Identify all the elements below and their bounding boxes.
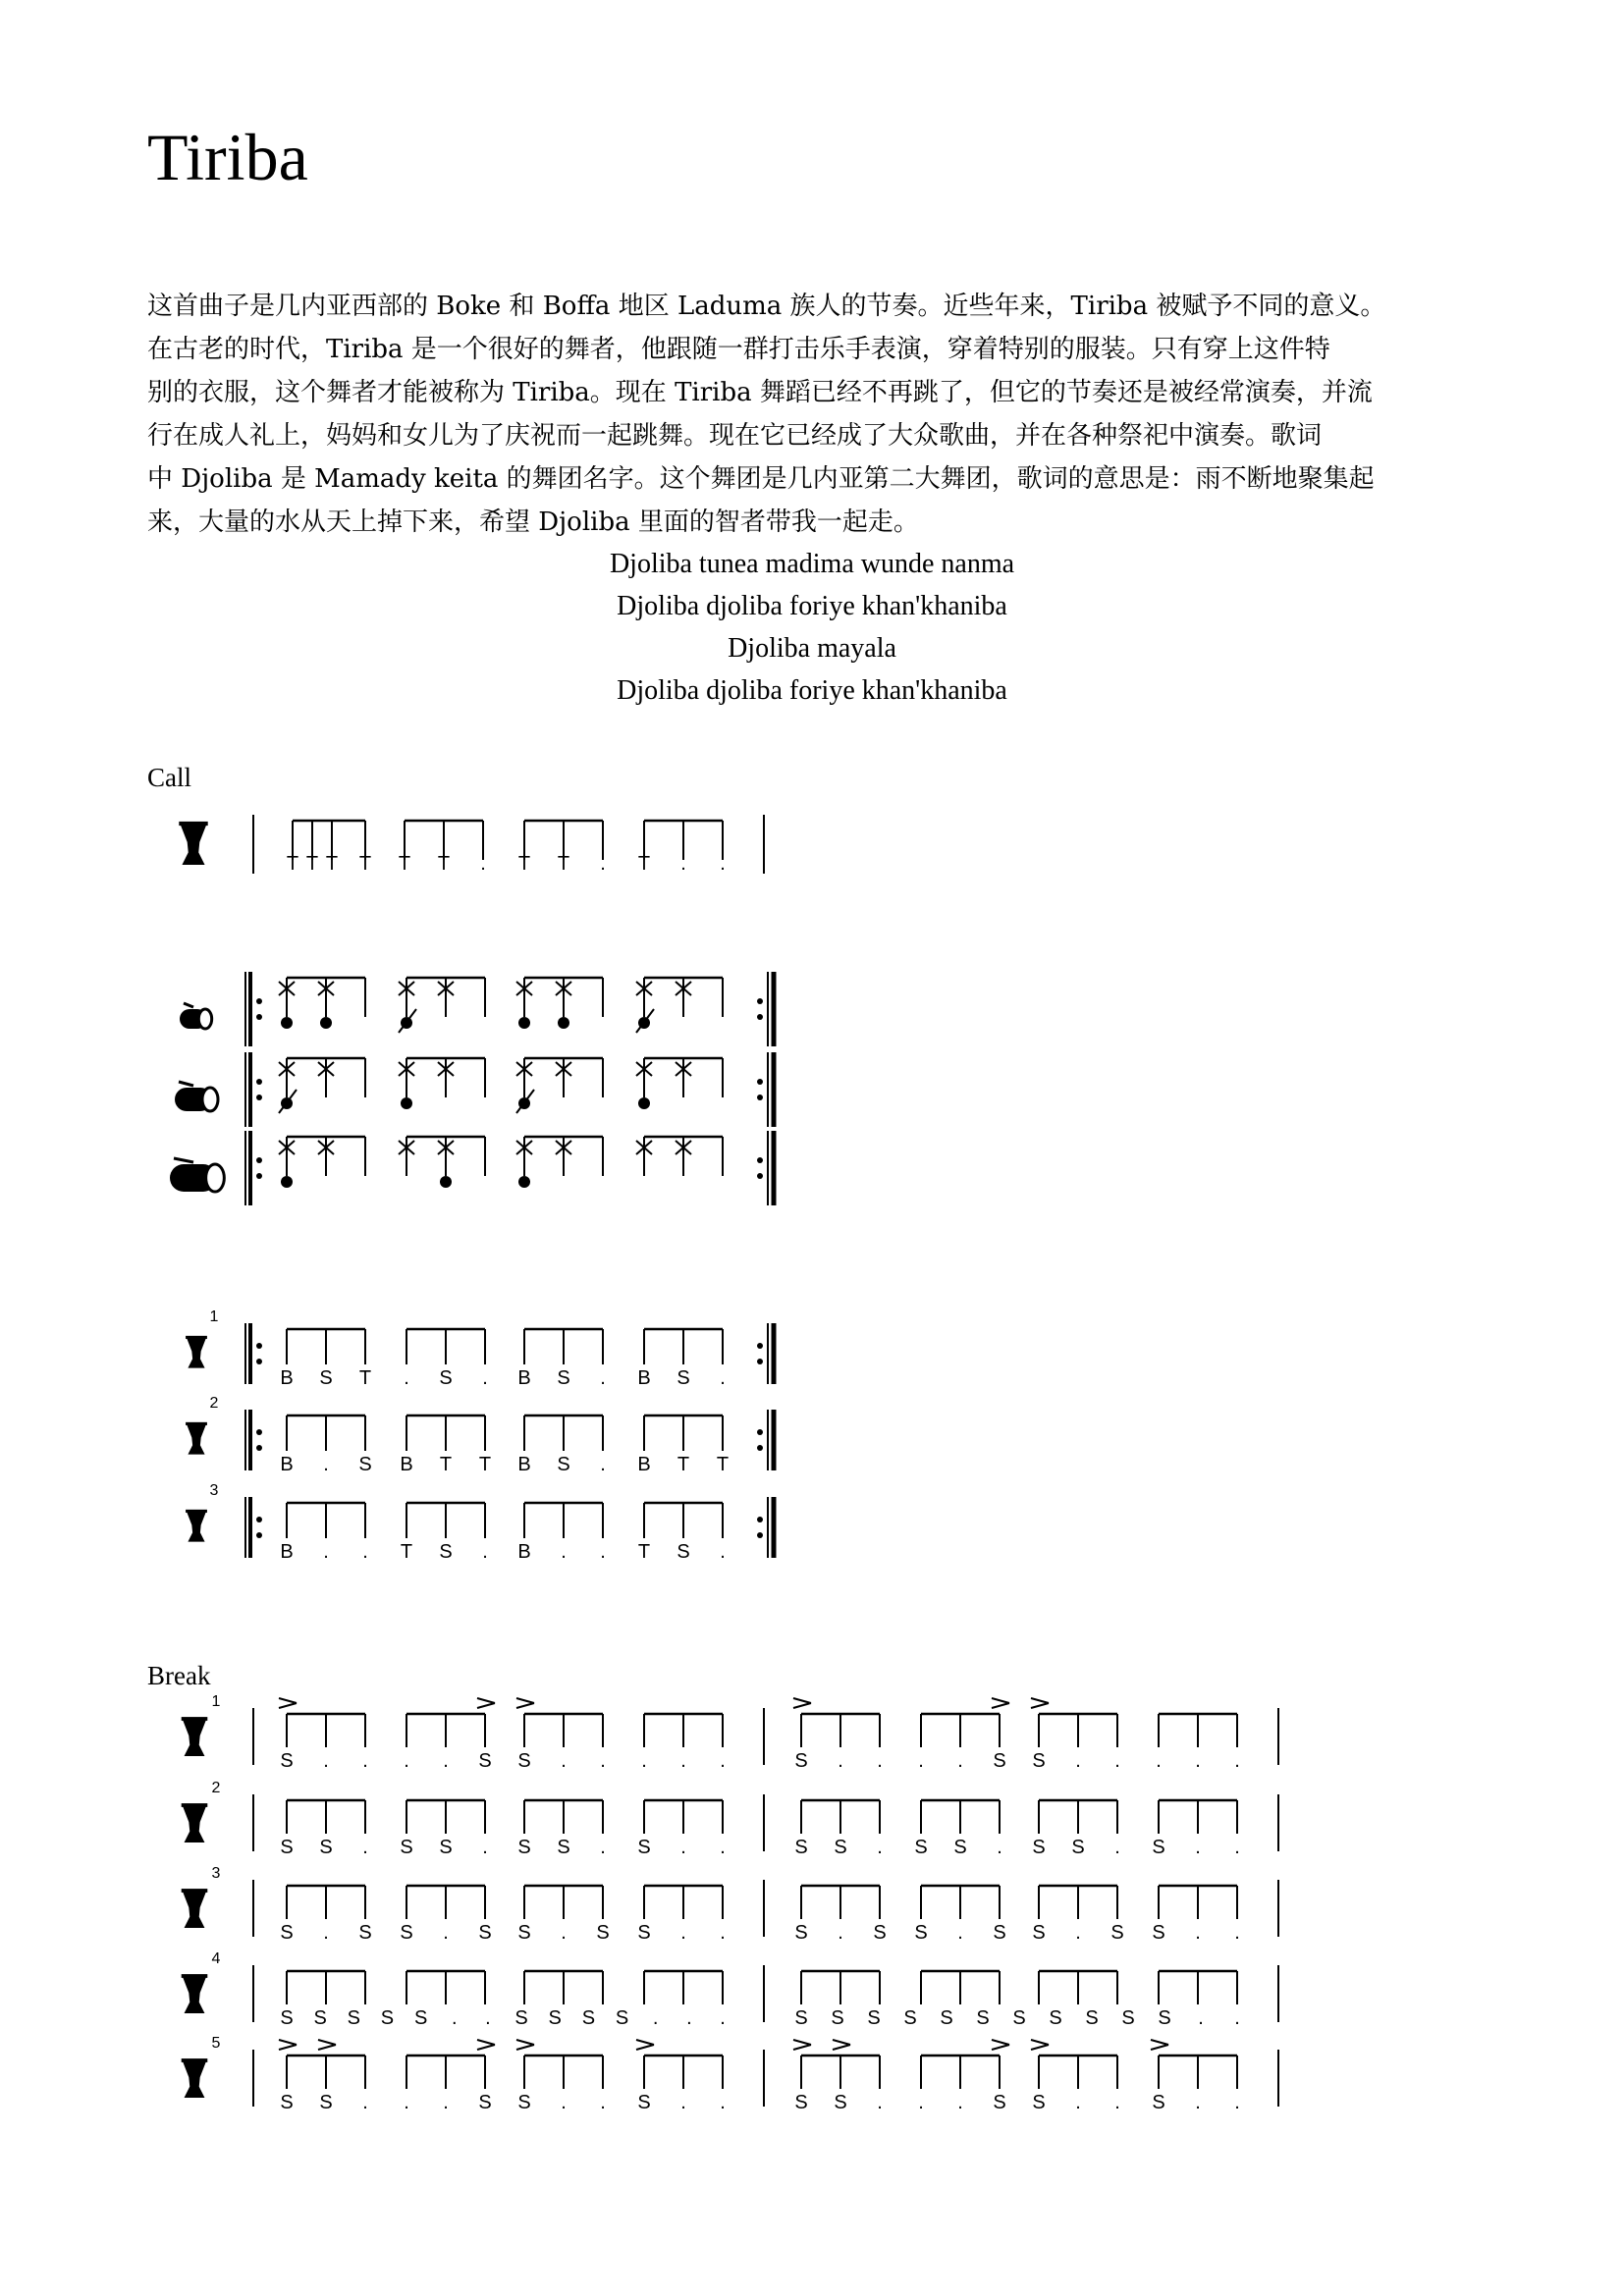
note-label: . (485, 2007, 491, 2029)
note-label: . (1114, 1750, 1120, 1772)
note-label: . (443, 1922, 449, 1944)
repeat-dot (757, 998, 763, 1004)
note-label: S (1152, 1837, 1165, 1858)
djembe-icon (183, 1891, 207, 1928)
accent-mark (477, 1703, 495, 1708)
open-stroke (558, 1017, 569, 1029)
note-label: S (280, 1837, 294, 1858)
note-label: . (482, 1541, 488, 1563)
accent-mark (833, 2040, 850, 2045)
note-label: T (637, 853, 651, 875)
accent-mark (279, 1703, 297, 1708)
note-label: S (1032, 1922, 1046, 1944)
accent-mark (516, 2045, 534, 2050)
accent-mark (1151, 2040, 1168, 2045)
note-label: B (637, 1454, 651, 1475)
repeat-dot (757, 1359, 763, 1364)
note-label: S (834, 2092, 847, 2113)
note-label: . (1234, 2007, 1240, 2029)
accent-mark (992, 1703, 1009, 1708)
note-label: T (716, 1454, 730, 1475)
part-number: 2 (209, 1395, 219, 1412)
note-label: . (918, 1750, 924, 1772)
intro-line: 中 Djoliba 是 Mamady keita 的舞团名字。这个舞团是几内亚第二大舞团，歌词的意思是：雨不断地聚集起 (147, 464, 1375, 494)
note-label: . (641, 1750, 647, 1772)
note-label: B (400, 1454, 413, 1475)
accent-mark (636, 2045, 654, 2050)
lyrics-line: Djoliba djoliba foriye khan'khaniba (617, 591, 1007, 621)
note-label: . (720, 1541, 726, 1563)
note-label: S (637, 2092, 651, 2113)
note-label: S (677, 1367, 690, 1389)
note-label: . (323, 1922, 329, 1944)
part-number: 3 (211, 1865, 221, 1882)
accent-mark (318, 2040, 336, 2045)
accent-mark (793, 2045, 811, 2050)
open-stroke (440, 1176, 452, 1188)
accent-mark (1151, 2045, 1168, 2050)
open-stroke (401, 1097, 412, 1109)
note-label: . (686, 2007, 692, 2029)
note-label: . (561, 1922, 567, 1944)
repeat-dot (256, 1014, 262, 1020)
note-label: S (940, 2007, 953, 2029)
part-number: 4 (211, 1950, 221, 1967)
intro-line: 别的衣服，这个舞者才能被称为 Tiriba。现在 Tiriba 舞蹈已经不再跳了，但它的节奏还是被经常演奏，并流 (147, 378, 1373, 407)
note-label: . (1234, 1922, 1240, 1944)
note-label: S (478, 1922, 492, 1944)
note-label: . (720, 1750, 726, 1772)
note-label: . (482, 1837, 488, 1858)
sangban-icon (179, 1082, 193, 1086)
note-label: T (286, 853, 299, 875)
note-label: T (637, 1541, 651, 1563)
part-number: 2 (211, 1780, 221, 1796)
note-label: S (903, 2007, 917, 2029)
kenkeni-icon (198, 1009, 211, 1029)
note-label: S (400, 1922, 413, 1944)
djembe-icon (187, 1511, 206, 1541)
note-label: S (637, 1922, 651, 1944)
note-label: S (834, 1837, 847, 1858)
note-label: . (720, 1367, 726, 1389)
note-label: . (997, 1837, 1002, 1858)
note-label: . (680, 1922, 686, 1944)
note-label: S (1032, 1837, 1046, 1858)
note-label: S (478, 1750, 492, 1772)
note-label: . (652, 2007, 659, 2029)
note-label: S (557, 1837, 570, 1858)
intro-line: 来，大量的水从天上掉下来，希望 Djoliba 里面的智者带我一起走。 (147, 507, 919, 537)
repeat-dot (757, 1445, 763, 1451)
note-label: S (794, 1750, 808, 1772)
note-label: . (600, 2092, 606, 2113)
note-label: T (557, 853, 570, 875)
note-label: . (1075, 1922, 1081, 1944)
note-label: S (358, 1922, 372, 1944)
accent-mark (992, 2040, 1009, 2045)
note-label: S (380, 2007, 395, 2029)
repeat-dot (757, 1173, 763, 1179)
intro-line: 这首曲子是几内亚西部的 Boke 和 Boffa 地区 Laduma 族人的节奏。近些年来，Tiriba 被赋予不同的意义。 (147, 292, 1386, 321)
repeat-dot (757, 1014, 763, 1020)
accent-mark (1031, 2040, 1049, 2045)
note-label: S (1121, 2007, 1135, 2029)
note-label: S (794, 2092, 808, 2113)
repeat-dot (757, 1079, 763, 1085)
note-label: S (596, 1922, 610, 1944)
note-label: . (1234, 2092, 1240, 2113)
note-label: . (680, 1837, 686, 1858)
note-label: S (867, 2007, 881, 2029)
note-label: . (561, 1750, 567, 1772)
note-label: . (443, 2092, 449, 2113)
repeat-dot (256, 998, 262, 1004)
note-label: S (1152, 2092, 1165, 2113)
note-label: S (1032, 1750, 1046, 1772)
note-label: . (1075, 2092, 1081, 2113)
note-label: . (720, 2007, 726, 2029)
djembe-icon (182, 1803, 208, 1807)
repeat-dot (757, 1429, 763, 1435)
note-label: S (615, 2007, 629, 2029)
page-title: Tiriba (147, 120, 308, 194)
accent-mark (992, 1698, 1009, 1703)
note-label: S (478, 2092, 492, 2113)
open-stroke (320, 1017, 332, 1029)
repeat-dot (256, 1517, 262, 1522)
note-label: S (358, 1454, 372, 1475)
note-label: . (680, 2092, 686, 2113)
note-label: . (362, 2092, 368, 2113)
repeat-dot (757, 1532, 763, 1538)
lyrics-line: Djoliba tunea madima wunde nanma (609, 549, 1015, 579)
note-label: . (720, 1837, 726, 1858)
note-label: . (482, 1367, 488, 1389)
note-label: S (557, 1367, 570, 1389)
note-label: T (437, 853, 451, 875)
djembe-icon (187, 1423, 206, 1454)
note-label: S (413, 2007, 428, 2029)
djembe-icon (187, 1337, 206, 1367)
accent-mark (516, 2040, 534, 2045)
repeat-dot (256, 1095, 262, 1100)
note-label: S (400, 1837, 413, 1858)
accent-mark (1031, 2045, 1049, 2050)
note-label: S (976, 2007, 990, 2029)
repeat-dot (256, 1532, 262, 1538)
djembe-icon (183, 1805, 207, 1842)
djembe-icon (186, 1336, 207, 1339)
djembe-icon (182, 2058, 208, 2062)
note-label: B (280, 1367, 294, 1389)
accent-mark (477, 2040, 495, 2045)
note-label: S (993, 1922, 1006, 1944)
note-label: S (831, 2007, 844, 2029)
open-stroke (281, 1017, 293, 1029)
note-label: . (1195, 1922, 1201, 1944)
note-label: S (439, 1837, 453, 1858)
note-label: S (517, 1750, 531, 1772)
note-label: S (439, 1367, 453, 1389)
note-label: . (877, 1837, 883, 1858)
note-label: . (1114, 2092, 1120, 2113)
repeat-dot (757, 1343, 763, 1349)
note-label: . (1195, 2092, 1201, 2113)
part-number: 1 (211, 1693, 221, 1710)
note-label: . (680, 853, 686, 875)
kenkeni-icon (184, 1003, 193, 1007)
note-label: S (993, 2092, 1006, 2113)
note-label: S (677, 1541, 690, 1563)
note-label: B (280, 1541, 294, 1563)
note-label: . (600, 1454, 606, 1475)
djembe-icon (183, 1976, 207, 2013)
note-label: . (1075, 1750, 1081, 1772)
note-label: . (1195, 1750, 1201, 1772)
lyrics-line: Djoliba djoliba foriye khan'khaniba (617, 675, 1007, 706)
note-label: . (1198, 2007, 1204, 2029)
note-label: B (517, 1541, 531, 1563)
repeat-dot (256, 1173, 262, 1179)
intro-line: 行在成人礼上，妈妈和女儿为了庆祝而一起跳舞。现在它已经成了大众歌曲，并在各种祭祀中演奏。歌词 (147, 421, 1323, 451)
accent-mark (279, 2040, 297, 2045)
note-label: . (323, 1454, 329, 1475)
note-label: S (517, 1922, 531, 1944)
note-label: S (280, 2007, 294, 2029)
note-label: . (404, 1750, 409, 1772)
note-label: . (1234, 1837, 1240, 1858)
note-label: S (517, 2092, 531, 2113)
note-label: S (280, 2092, 294, 2113)
part-number: 1 (209, 1308, 219, 1325)
open-stroke (638, 1097, 650, 1109)
note-label: T (358, 1367, 372, 1389)
accent-mark (279, 1698, 297, 1703)
accent-mark (1031, 1703, 1049, 1708)
note-label: . (1195, 1837, 1201, 1858)
accent-mark (833, 2045, 850, 2050)
note-label: S (319, 1837, 333, 1858)
note-label: B (637, 1367, 651, 1389)
note-label: . (480, 853, 486, 875)
part-number: 3 (209, 1482, 219, 1499)
note-label: . (720, 1922, 726, 1944)
djembe-icon (179, 822, 207, 826)
open-stroke (518, 1017, 530, 1029)
intro-line: 在古老的时代，Tiriba 是一个很好的舞者，他跟随一群打击乐手表演，穿着特别的服装。只有穿上这件特 (147, 335, 1330, 364)
note-label: . (838, 1922, 843, 1944)
note-label: . (1234, 1750, 1240, 1772)
lyrics-line: Djoliba mayala (728, 633, 896, 664)
note-label: T (677, 1454, 690, 1475)
note-label: B (517, 1367, 531, 1389)
note-label: S (953, 1837, 967, 1858)
repeat-dot (757, 1517, 763, 1522)
djembe-icon (182, 1974, 208, 1978)
note-label: T (400, 1541, 413, 1563)
djembe-icon (183, 2060, 207, 2098)
repeat-dot (757, 1095, 763, 1100)
note-label: S (1085, 2007, 1099, 2029)
note-label: T (398, 853, 411, 875)
note-label: S (914, 1837, 928, 1858)
accent-mark (992, 2045, 1009, 2050)
note-label: . (877, 2092, 883, 2113)
note-label: . (838, 1750, 843, 1772)
note-label: S (914, 1922, 928, 1944)
note-label: . (362, 1750, 368, 1772)
repeat-dot (256, 1445, 262, 1451)
djembe-icon (180, 824, 206, 865)
accent-mark (477, 1698, 495, 1703)
note-label: . (323, 1750, 329, 1772)
note-label: S (514, 2007, 528, 2029)
note-label: S (1012, 2007, 1026, 2029)
note-label: S (637, 1837, 651, 1858)
note-label: . (720, 853, 726, 875)
note-label: . (600, 1837, 606, 1858)
note-label: S (1152, 1922, 1165, 1944)
note-label: S (1049, 2007, 1062, 2029)
note-label: T (517, 853, 531, 875)
accent-mark (318, 2045, 336, 2050)
accent-mark (793, 1703, 811, 1708)
sangban-icon (202, 1088, 218, 1111)
note-label: S (1158, 2007, 1171, 2029)
note-label: S (280, 1750, 294, 1772)
note-label: . (600, 1750, 606, 1772)
accent-mark (516, 1698, 534, 1703)
note-label: T (358, 853, 372, 875)
note-label: . (362, 1837, 368, 1858)
note-label: . (404, 2092, 409, 2113)
note-label: S (280, 1922, 294, 1944)
note-label: . (918, 2092, 924, 2113)
note-label: . (362, 1541, 368, 1563)
note-label: S (794, 2007, 808, 2029)
note-label: B (280, 1454, 294, 1475)
note-label: . (957, 2092, 963, 2113)
note-label: . (443, 1750, 449, 1772)
note-label: . (600, 853, 606, 875)
note-label: . (323, 1541, 329, 1563)
note-label: S (1110, 1922, 1124, 1944)
dununba-icon (174, 1158, 193, 1162)
accent-mark (793, 2040, 811, 2045)
note-label: . (720, 2092, 726, 2113)
note-label: T (478, 1454, 492, 1475)
note-label: . (561, 1541, 567, 1563)
note-label: S (557, 1454, 570, 1475)
repeat-dot (256, 1429, 262, 1435)
part-number: 5 (211, 2035, 221, 2052)
note-label: S (794, 1922, 808, 1944)
note-label: . (600, 1541, 606, 1563)
break-section-label: Break (147, 1661, 211, 1690)
note-label: T (325, 853, 339, 875)
repeat-dot (757, 1157, 763, 1163)
note-label: T (305, 853, 319, 875)
note-label: S (1032, 2092, 1046, 2113)
note-label: . (957, 1750, 963, 1772)
djembe-icon (186, 1422, 207, 1425)
note-label: . (404, 1367, 409, 1389)
accent-mark (279, 2045, 297, 2050)
note-label: S (873, 1922, 887, 1944)
open-stroke (281, 1176, 293, 1188)
call-section-label: Call (147, 763, 191, 792)
note-label: S (794, 1837, 808, 1858)
note-label: T (439, 1454, 453, 1475)
open-stroke (518, 1176, 530, 1188)
djembe-icon (186, 1510, 207, 1513)
accent-mark (516, 1703, 534, 1708)
dununba-icon (206, 1164, 225, 1192)
accent-mark (636, 2040, 654, 2045)
note-label: S (517, 1837, 531, 1858)
note-label: S (1071, 1837, 1085, 1858)
repeat-dot (256, 1079, 262, 1085)
djembe-icon (182, 1889, 208, 1893)
note-label: . (680, 1750, 686, 1772)
note-label: . (1114, 1837, 1120, 1858)
note-label: . (877, 1750, 883, 1772)
repeat-dot (256, 1157, 262, 1163)
note-label: S (313, 2007, 327, 2029)
note-label: . (561, 2092, 567, 2113)
djembe-icon (182, 1717, 208, 1721)
repeat-dot (256, 1343, 262, 1349)
note-label: . (600, 1367, 606, 1389)
accent-mark (1031, 1698, 1049, 1703)
djembe-icon (183, 1719, 207, 1756)
note-label: . (957, 1922, 963, 1944)
note-label: S (439, 1541, 453, 1563)
accent-mark (793, 1698, 811, 1703)
note-label: S (319, 2092, 333, 2113)
note-label: S (347, 2007, 360, 2029)
accent-mark (477, 2045, 495, 2050)
note-label: . (451, 2007, 458, 2029)
note-label: . (1156, 1750, 1162, 1772)
note-label: S (993, 1750, 1006, 1772)
note-label: S (581, 2007, 596, 2029)
note-label: B (517, 1454, 531, 1475)
repeat-dot (256, 1359, 262, 1364)
note-label: S (548, 2007, 562, 2029)
note-label: S (319, 1367, 333, 1389)
